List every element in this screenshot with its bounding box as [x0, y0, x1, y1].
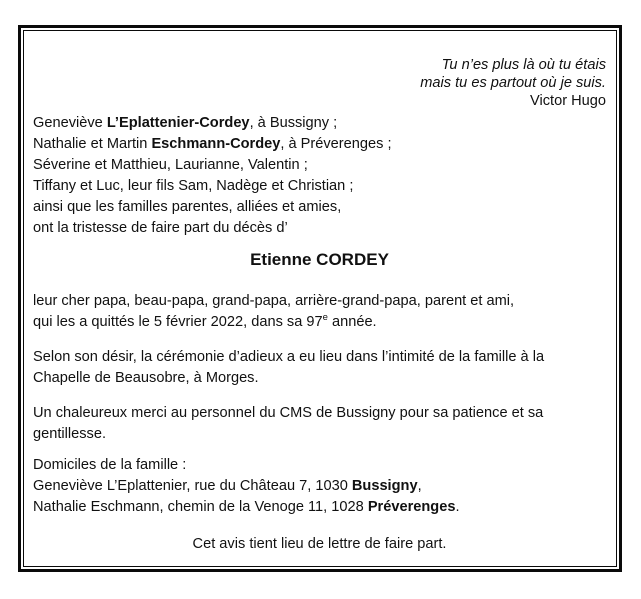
paragraph-line: leur cher papa, beau-papa, grand-papa, arrière-grand-papa, parent et ami,: [33, 293, 515, 309]
paragraph-tribute: [33, 291, 606, 333]
domicile-line: [33, 476, 606, 497]
paragraph-line: Chapelle de Beausobre, à Morges.: [33, 370, 259, 386]
paragraph-ceremony: [33, 347, 606, 389]
domicile-text: ,: [417, 478, 422, 494]
paragraph-line: [33, 312, 606, 333]
paragraph-text: année.: [327, 314, 377, 330]
deceased-name: Etienne CORDEY: [250, 250, 389, 269]
domicile-text: .: [455, 499, 460, 515]
domicile-text: Geneviève L’Eplattenier, rue du Château 7, 1030: [33, 478, 352, 494]
family-line-text: , à Bussigny ;: [249, 115, 338, 131]
domicile-line: Domiciles de la famille :: [33, 457, 187, 473]
family-line: Tiffany et Luc, leur fils Sam, Nadège et Christian ;: [33, 178, 354, 194]
family-name-bold: Eschmann-Cordey: [151, 136, 281, 152]
paragraph-line: Un chaleureux merci au personnel du CMS de Bussigny pour sa patience et sa: [33, 405, 544, 421]
notice-border-inner: [23, 30, 617, 567]
paragraph-text: qui les a quittés le 5 février 2022, dans sa 97: [33, 314, 323, 330]
family-line-text: , à Préverenges ;: [280, 136, 392, 152]
family-line-text: Geneviève: [33, 115, 107, 131]
epigraph-line-2: mais tu es partout où je suis.: [420, 75, 606, 91]
closing-line: Cet avis tient lieu de lettre de faire part.: [192, 536, 447, 552]
epigraph-author: Victor Hugo: [530, 93, 606, 109]
family-line: [33, 134, 606, 155]
domicile-city-bold: Préverenges: [367, 499, 456, 515]
family-line: [33, 113, 606, 134]
ordinal-superscript: e: [322, 312, 328, 324]
family-line: Séverine et Matthieu, Laurianne, Valentin ;: [33, 157, 308, 173]
paragraph-thanks: [33, 403, 606, 445]
epigraph: [33, 56, 606, 110]
domicile-line: [33, 497, 606, 518]
family-line-text: Nathalie et Martin: [33, 136, 152, 152]
family-line: ainsi que les familles parentes, alliées et amies,: [33, 199, 342, 215]
paragraph-line: Selon son désir, la cérémonie d’adieux a eu lieu dans l’intimité de la famille à la: [33, 349, 545, 365]
family-announcement: [33, 113, 606, 239]
domicile-text: Nathalie Eschmann, chemin de la Venoge 11, 1028: [33, 499, 368, 515]
family-line: ont la tristesse de faire part du décès d’: [33, 220, 288, 236]
epigraph-line-1: Tu n’es plus là où tu étais: [441, 57, 606, 73]
domicile-city-bold: Bussigny: [351, 478, 418, 494]
notice-border-outer: [18, 25, 622, 572]
family-name-bold: L’Eplattenier-Cordey: [106, 115, 250, 131]
paragraph-domiciles: [33, 455, 606, 518]
paragraph-line: gentillesse.: [33, 426, 107, 442]
